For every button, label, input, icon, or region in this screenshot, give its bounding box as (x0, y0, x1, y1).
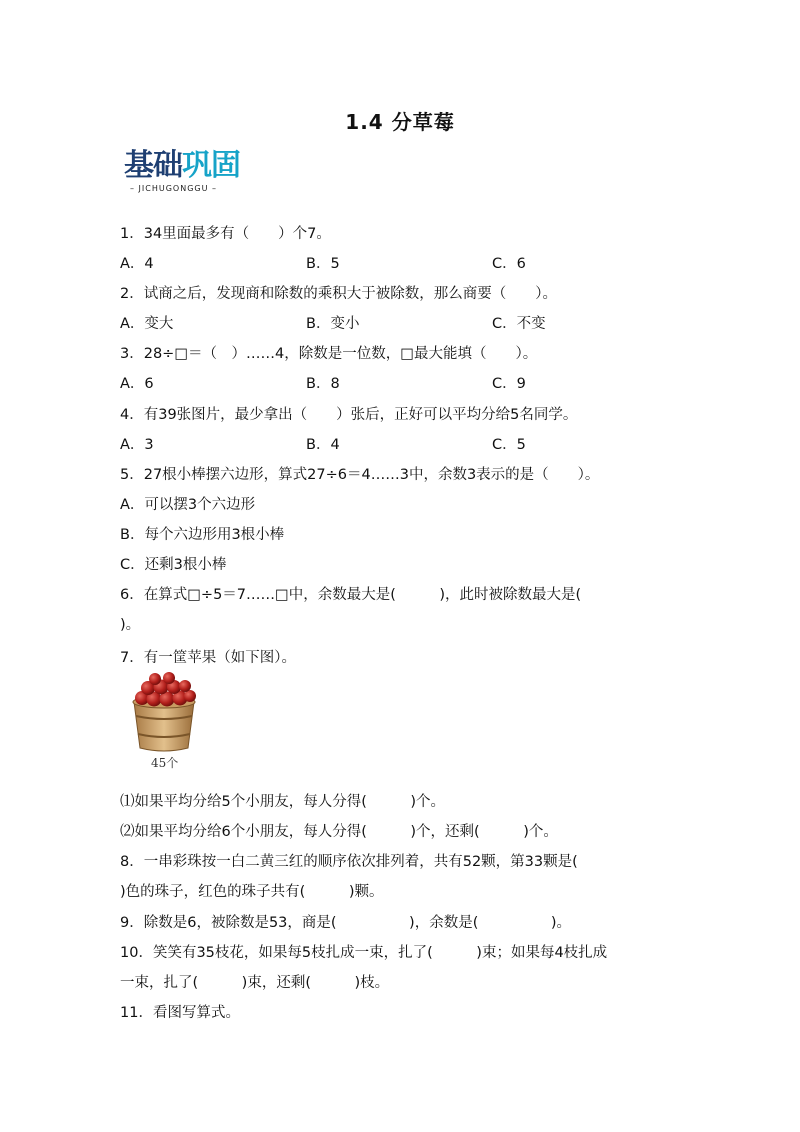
question-5: 5．27根小棒摆六边形，算式27÷6＝4……3中，余数3表示的是（ ）。 (120, 467, 600, 483)
logo-subtitle: – JICHUGONGGU – (130, 184, 217, 193)
q1-option-a: A．4 (120, 256, 154, 272)
question-1: 1．34里面最多有（ ）个7。 (120, 226, 331, 242)
q5-option-a: A．可以摆3个六边形 (120, 497, 256, 513)
question-10-line-1: 10．笑笑有35枝花，如果每5枝扎成一束，扎了( )束；如果每4枝扎成 (120, 945, 608, 961)
basket-count-label: 45个 (151, 756, 179, 770)
q3-option-c: C．9 (492, 376, 526, 392)
q2-option-a: A．变大 (120, 316, 174, 332)
question-11: 11．看图写算式。 (120, 1005, 240, 1021)
q1-option-c: C．6 (492, 256, 526, 272)
question-7-part-2: ⑵如果平均分给6个小朋友，每人分得( )个，还剩( )个。 (120, 824, 558, 840)
q4-option-b: B．4 (306, 437, 340, 453)
q3-option-b: B．8 (306, 376, 340, 392)
apple-basket-image (128, 672, 200, 754)
question-9: 9．除数是6，被除数是53，商是( )，余数是( )。 (120, 915, 572, 931)
question-10-line-2: 一束，扎了( )束，还剩( )枝。 (120, 975, 390, 991)
q2-option-b: B．变小 (306, 316, 360, 332)
section-logo (124, 148, 269, 196)
q1-option-b: B．5 (306, 256, 340, 272)
q3-option-a: A．6 (120, 376, 154, 392)
question-8-line-1: 8．一串彩珠按一白二黄三红的顺序依次排列着，共有52颗，第33颗是( (120, 854, 578, 870)
question-3: 3．28÷□＝（ ）……4，除数是一位数，□最大能填（ ）。 (120, 346, 538, 362)
question-2: 2．试商之后，发现商和除数的乘积大于被除数，那么商要（ ）。 (120, 286, 557, 302)
question-6-line-2: )。 (120, 617, 141, 633)
q5-option-c: C．还剩3根小棒 (120, 557, 227, 573)
question-6-line-1: 6．在算式□÷5＝7……□中，余数最大是( )，此时被除数最大是( (120, 587, 582, 603)
q2-option-c: C．不变 (492, 316, 546, 332)
question-8-line-2: )色的珠子，红色的珠子共有( )颗。 (120, 884, 384, 900)
logo-title: 基础巩固 (124, 148, 240, 183)
question-7-part-1: ⑴如果平均分给5个小朋友，每人分得( )个。 (120, 794, 446, 810)
page-title: 1.4 分草莓 (345, 110, 455, 134)
question-7: 7．有一筐苹果（如下图）。 (120, 650, 296, 666)
q5-option-b: B．每个六边形用3根小棒 (120, 527, 285, 543)
q4-option-a: A．3 (120, 437, 154, 453)
q4-option-c: C．5 (492, 437, 526, 453)
question-4: 4．有39张图片，最少拿出（ ）张后，正好可以平均分给5名同学。 (120, 407, 578, 423)
